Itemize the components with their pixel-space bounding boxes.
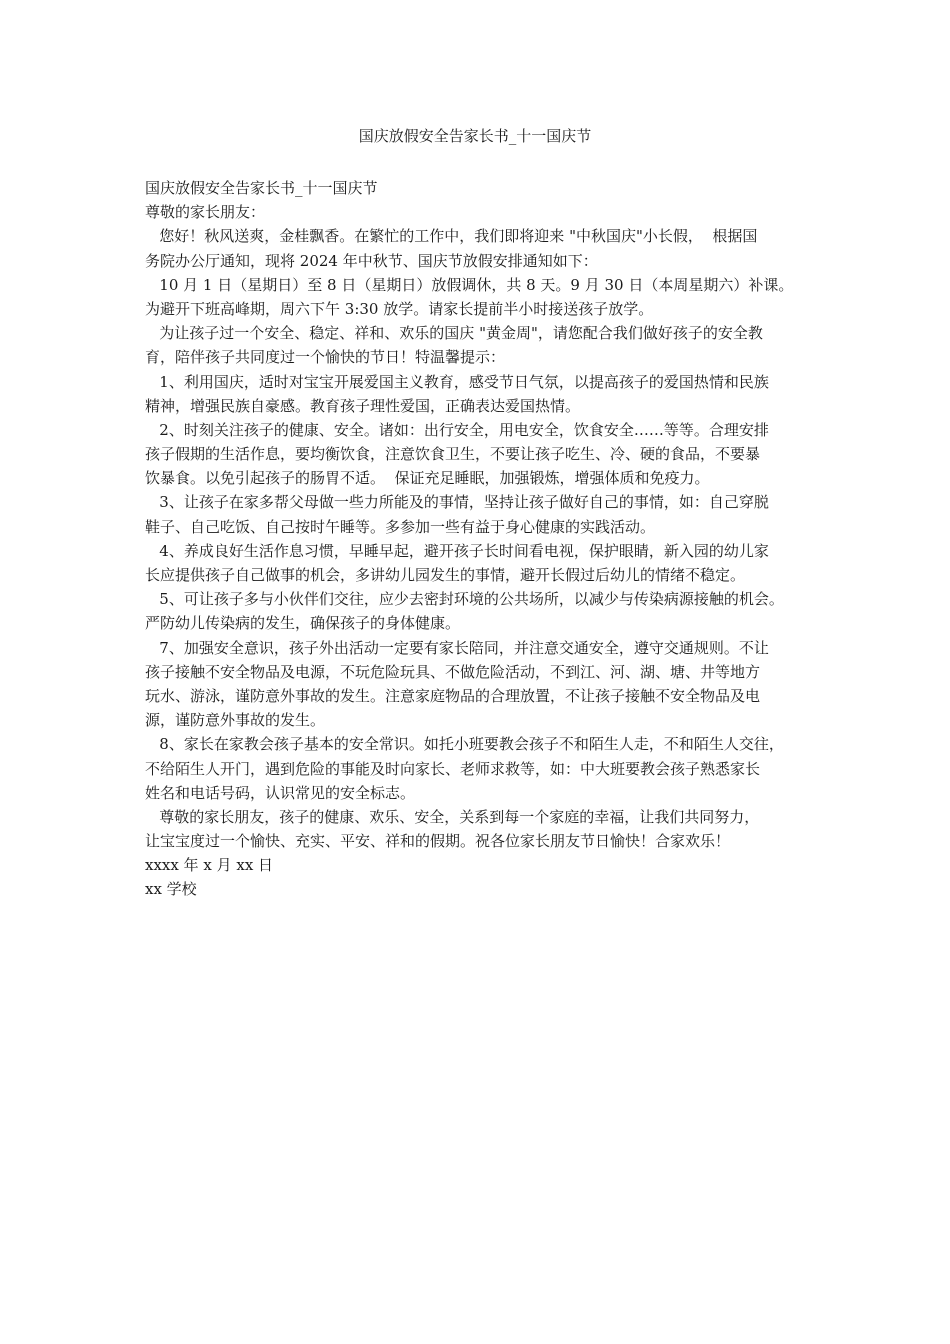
paragraph-line: 严防幼儿传染病的发生，确保孩子的身体健康。 [145, 614, 461, 633]
paragraph-line: 3、让孩子在家多帮父母做一些力所能及的事情，坚持让孩子做好自己的事情，如：自己穿脱 [145, 493, 769, 512]
paragraph-line: 2、时刻关注孩子的健康、安全。诸如：出行安全，用电安全，饮食安全……等等。合理安排 [145, 420, 769, 439]
paragraph-line: 饮暴食。以免引起孩子的肠胃不适。 保证充足睡眠，加强锻炼，增强体质和免疫力。 [145, 469, 710, 488]
paragraph-line: 育，陪伴孩子共同度过一个愉快的节日！特温馨提示： [145, 348, 506, 367]
paragraph-line: 8、家长在家教会孩子基本的安全常识。如托小班要教会孩子不和陌生人走，不和陌生人交往， [145, 735, 784, 754]
paragraph-line: 孩子接触不安全物品及电源，不玩危险玩具、不做危险活动，不到江、河、湖、塘、井等地方 [145, 662, 761, 681]
body-heading: 国庆放假安全告家长书_十一国庆节 [145, 179, 378, 197]
paragraph-line: 长应提供孩子自己做事的机会，多讲幼儿园发生的事情，避开长假过后幼儿的情绪不稳定。 [145, 566, 746, 584]
paragraph-line: 务院办公厅通知，现将 2024 年中秋节、国庆节放假安排通知如下： [145, 251, 598, 270]
signature-school: xx 学校 [145, 880, 197, 899]
paragraph-line: 精神，增强民族自豪感。教育孩子理性爱国，正确表达爱国热情。 [145, 396, 581, 415]
signature-date: xxxx 年 x 月 xx 日 [145, 856, 274, 875]
salutation: 尊敬的家长朋友： [145, 203, 266, 222]
paragraph-line: 为避开下班高峰期，周六下午 3:30 放学。请家长提前半小时接送孩子放学。 [145, 299, 654, 318]
paragraph-line: 1、利用国庆，适时对宝宝开展爱国主义教育，感受节日气氛，以提高孩子的爱国热情和民族 [145, 372, 769, 391]
paragraph-line: 5、可让孩子多与小伙伴们交往，应少去密封环境的公共场所，以减少与传染病源接触的机会。 [145, 590, 784, 609]
paragraph-line: 不给陌生人开门，遇到危险的事能及时向家长、老师求救等，如：中大班要教会孩子熟悉家长 [145, 759, 761, 778]
paragraph-line: 10 月 1 日（星期日）至 8 日（星期日）放假调休，共 8 天。9 月 30 日（本周星期六）补课。 [145, 275, 794, 294]
paragraph-line: 姓名和电话号码，认识常见的安全标志。 [145, 783, 416, 802]
paragraph-line: 源，谨防意外事故的发生。 [145, 711, 326, 730]
paragraph-line: 为让孩子过一个安全、稳定、祥和、欢乐的国庆 "黄金周"，请您配合我们做好孩子的安全教 [145, 324, 763, 343]
paragraph-line: 让宝宝度过一个愉快、充实、平安、祥和的假期。祝各位家长朋友节日愉快！合家欢乐！ [145, 832, 731, 851]
document-title: 国庆放假安全告家长书_十一国庆节 [358, 127, 592, 145]
paragraph-line: 鞋子、自己吃饭、自己按时午睡等。多参加一些有益于身心健康的实践活动。 [145, 517, 656, 536]
paragraph-line: 您好！秋风送爽，金桂飘香。在繁忙的工作中，我们即将迎来 "中秋国庆"小长假， 根据国 [145, 227, 758, 246]
document-body [145, 176, 817, 902]
paragraph-line: 尊敬的家长朋友，孩子的健康、欢乐、安全，关系到每一个家庭的幸福，让我们共同努力， [145, 807, 760, 826]
paragraph-line: 4、养成良好生活作息习惯，早睡早起，避开孩子长时间看电视，保护眼睛，新入园的幼儿家 [145, 541, 769, 560]
paragraph-line: 玩水、游泳，谨防意外事故的发生。注意家庭物品的合理放置，不让孩子接触不安全物品及电 [145, 686, 761, 705]
paragraph-line: 孩子假期的生活作息，要均衡饮食，注意饮食卫生，不要让孩子吃生、冷、硬的食品，不要暴 [145, 445, 761, 464]
paragraph-line: 7、加强安全意识，孩子外出活动一定要有家长陪同，并注意交通安全，遵守交通规则。不让 [145, 638, 769, 657]
